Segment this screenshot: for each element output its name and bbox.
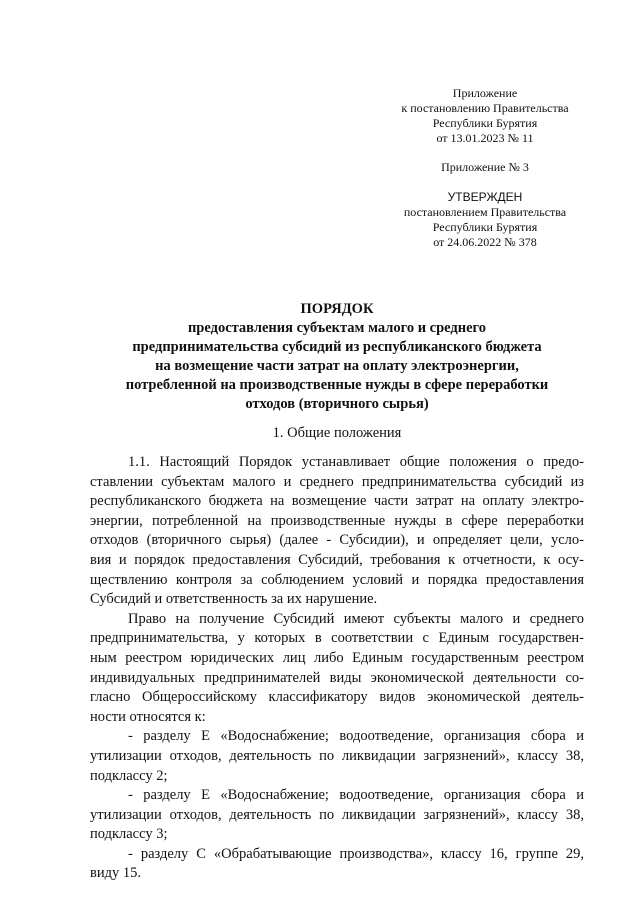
text-line: вия и порядок предоставления Субсидий, требования к отчетности, к осу-	[90, 551, 584, 568]
paragraph-1-1	[90, 453, 584, 610]
text-line: подклассу 3;	[90, 826, 168, 843]
appendix-number	[380, 160, 590, 175]
approved-block	[380, 190, 590, 250]
section-heading: 1. Общие положения	[272, 425, 402, 441]
text-line: 1.1. Настоящий Порядок устанавливает общие положения о предо-	[128, 454, 584, 470]
text-line: предпринимательства, у которых в соответствии с Единым государствен-	[90, 630, 584, 647]
text-line: утилизации отходов, деятельность по ликвидации загрязнений», классу 38,	[90, 806, 584, 823]
approved-line: Республики Бурятия	[432, 220, 538, 234]
text-line: Право на получение Субсидий имеют субъекты малого и среднего	[128, 610, 584, 627]
approved-line: от 24.06.2022 № 378	[433, 235, 537, 249]
title-line: предоставления субъектам малого и среднего	[187, 320, 487, 336]
appendix-block	[380, 86, 590, 146]
text-line: республиканского бюджета на возмещение части затрат на оплату электро-	[90, 493, 584, 510]
list-item-2	[90, 786, 584, 845]
list-item-1	[90, 727, 584, 786]
body-text	[90, 453, 584, 884]
appendix-line: к постановлению Правительства	[401, 101, 569, 115]
appendix-line: от 13.01.2023 № 11	[436, 131, 534, 145]
text-line: ставлении субъектам малого и среднего предпринимательства субсидий из	[90, 473, 584, 490]
text-line: - разделу С «Обрабатывающие производства», классу 16, группе 29,	[128, 845, 584, 862]
approved-title: УТВЕРЖДЕН	[447, 190, 523, 204]
title-line: потребленной на производственные нужды в сфере переработки	[125, 377, 549, 393]
appendix-line: Приложение	[452, 86, 518, 100]
list-item-3	[90, 845, 584, 884]
text-line: индивидуальных предпринимателей виды экономической деятельности со-	[90, 669, 584, 686]
title-line: отходов (вторичного сырья)	[245, 396, 429, 412]
title-line: предпринимательства субсидий из республиканского бюджета	[132, 339, 542, 355]
text-line: ности относятся к:	[90, 708, 206, 725]
title-line: ПОРЯДОК	[300, 301, 374, 317]
text-line: гласно Общероссийскому классификатору видов экономической деятель-	[90, 689, 584, 706]
text-line: - разделу Е «Водоснабжение; водоотведение, организация сбора и	[128, 728, 584, 745]
text-line: утилизации отходов, деятельность по ликвидации загрязнений», классу 38,	[90, 747, 584, 764]
text-line: - разделу Е «Водоснабжение; водоотведение, организация сбора и	[128, 787, 584, 804]
approved-line: постановлением Правительства	[403, 205, 567, 219]
text-line: подклассу 2;	[90, 767, 168, 784]
text-line: виду 15.	[90, 865, 141, 882]
title-line: на возмещение части затрат на оплату электроэнергии,	[155, 358, 519, 374]
appendix-number-text: Приложение № 3	[441, 160, 529, 174]
text-line: энергии, потребленной на производственные нужды в сфере переработки	[90, 512, 584, 529]
text-line: ществлению контроля за соблюдением условий и порядка предоставления	[90, 571, 584, 588]
text-line: отходов (вторичного сырья) (далее - Субсидии), и определяет цели, усло-	[90, 532, 584, 549]
text-line: Субсидий и ответственность за их нарушение.	[90, 591, 378, 608]
paragraph-right	[90, 610, 584, 728]
appendix-line: Республики Бурятия	[432, 116, 538, 130]
text-line: ным реестром юридических лиц либо Единым государственным реестром	[90, 649, 584, 666]
document-title	[90, 300, 584, 414]
